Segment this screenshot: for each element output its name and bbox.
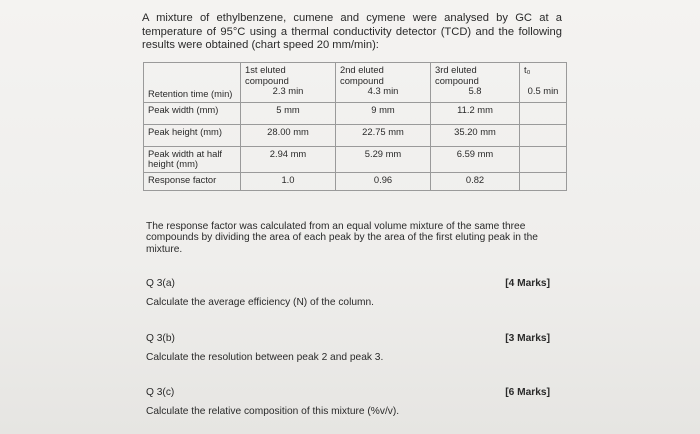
table-row [144,102,567,124]
table-row [144,124,567,146]
header-label: t₀ [524,64,531,75]
header-cell [336,63,431,103]
header-cell [520,63,567,103]
table-row [144,146,567,172]
table-cell [520,124,567,146]
table-cell: 6.59 mm [431,146,520,172]
question-text: Calculate the average efficiency (N) of the column. [146,297,375,308]
question-id: Q 3(a) [146,278,175,289]
question-text: Calculate the relative composition of this mixture (%v/v). [146,406,400,417]
intro-paragraph: A mixture of ethylbenzene, cumene and cymene were analysed by GC at a temperature of 95°C using a thermal conductivity detector (TCD) and the following results were obtained (chart speed 20 mm/min): [142,12,562,52]
row-label: Peak width at half height (mm) [144,146,241,172]
retention-time-label [144,63,241,103]
table-cell: 11.2 mm [431,102,520,124]
retention-label-text: Retention time (min) [148,88,233,99]
table-cell: 0.96 [336,172,431,190]
row-label: Peak width (mm) [144,102,241,124]
gc-results-table [143,62,567,191]
table-cell: 0.82 [431,172,520,190]
header-cell [241,63,336,103]
table-cell: 28.00 mm [241,124,336,146]
header-label: 3rd eluted compound [435,64,479,86]
marks-label: [3 Marks] [505,333,550,344]
table-cell: 5.29 mm [336,146,431,172]
table-cell: 5 mm [241,102,336,124]
table-cell: 22.75 mm [336,124,431,146]
response-factor-note: The response factor was calculated from an equal volume mixture of the same three compounds by dividing the area of each peak by the area of the first eluting peak in the mixture. [146,221,538,255]
marks-label: [6 Marks] [505,387,550,398]
header-label: 2nd eluted compound [340,64,384,86]
retention-value: 4.3 min [367,85,399,96]
table-cell: 35.20 mm [431,124,520,146]
table-cell [520,102,567,124]
question-id: Q 3(c) [146,387,175,398]
row-label: Peak height (mm) [144,124,241,146]
table-cell [520,146,567,172]
table-row [144,172,567,190]
table-cell: 1.0 [241,172,336,190]
header-label: 1st eluted compound [245,64,289,86]
table-header-row [144,63,567,103]
retention-value: 0.5 min [527,84,559,96]
row-label: Response factor [144,172,241,190]
question-id: Q 3(b) [146,333,175,344]
marks-label: [4 Marks] [505,278,550,289]
question-text: Calculate the resolution between peak 2 and peak 3. [146,352,384,363]
table-cell: 9 mm [336,102,431,124]
header-cell [431,63,520,103]
retention-value: 5.8 [468,85,482,96]
retention-value: 2.3 min [272,85,304,96]
table-cell: 2.94 mm [241,146,336,172]
table-cell [520,172,567,190]
